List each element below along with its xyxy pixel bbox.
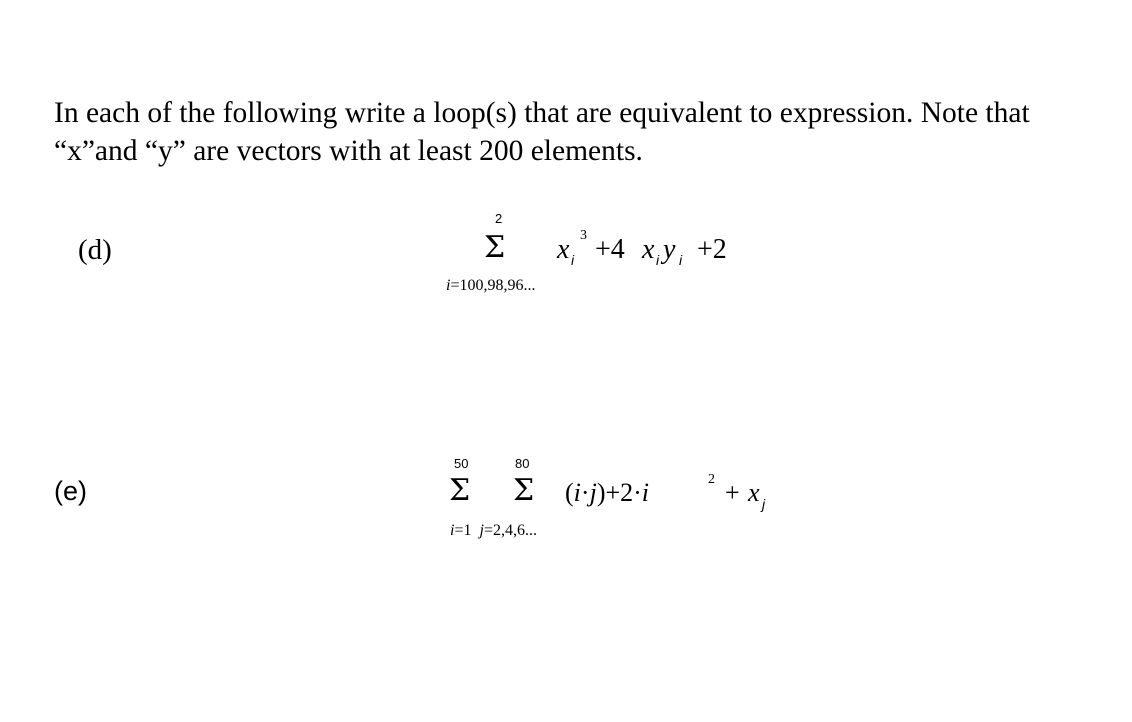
term-x-j [748, 480, 760, 506]
exponent-square: 2 [708, 472, 715, 487]
index-range: =100,98,96... [450, 277, 536, 294]
subscript-i3: i [679, 252, 683, 268]
inner-index-variable: j [479, 522, 484, 539]
instructions-line-1: In each of the following write a loop(s) that are equivalent to expression. Note that [54, 97, 1030, 129]
subscript-i: i [571, 252, 575, 268]
term-i-squared: i [641, 478, 650, 507]
inner-summation-sigma: Σ [513, 473, 535, 508]
inner-sum-upper-limit: 80 [515, 456, 530, 471]
term-i: i [573, 478, 581, 507]
term-y [663, 236, 675, 264]
outer-index-variable: i [450, 522, 455, 539]
term-x2 [642, 236, 654, 264]
sum-lower-limit [446, 278, 535, 294]
problem-d-label: (d) [78, 234, 112, 266]
term-x-var: x [557, 234, 570, 265]
problem-e-label: (e) [54, 476, 87, 506]
sum-upper-limit: 2 [495, 211, 503, 226]
sum-lower-limits [450, 523, 537, 539]
term-x2-var: x [642, 234, 655, 265]
term-j: j [589, 478, 597, 507]
outer-summation-sigma: Σ [449, 473, 471, 508]
close-plus-two: )+2· [596, 478, 642, 507]
open-paren: ( [565, 478, 574, 507]
instructions-line-2: “x”and “y” are vectors with at least 200 elements. [54, 135, 643, 167]
term-y-var: y [663, 234, 676, 265]
subscript-i2: i [656, 252, 660, 268]
plus-four: +4 [595, 234, 625, 265]
inner-index-range: =2,4,6... [483, 522, 537, 539]
instructions-paragraph [54, 94, 1129, 170]
outer-sum-upper-limit: 50 [454, 456, 469, 471]
term-x [557, 236, 569, 264]
outer-index-start: =1 [454, 522, 472, 539]
subscript-j: j [762, 496, 766, 512]
plus-sign: + [725, 478, 740, 507]
term-x-var: x [748, 478, 760, 507]
summation-sigma: Σ [484, 230, 506, 265]
index-variable: i [446, 277, 451, 294]
term-product [565, 480, 649, 506]
dot-operator: · [580, 478, 590, 507]
plus-two: +2 [697, 234, 727, 265]
exponent-cube: 3 [580, 228, 587, 243]
